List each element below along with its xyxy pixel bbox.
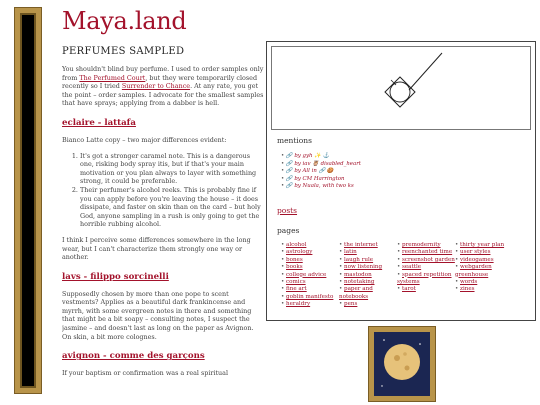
page-link[interactable]: • fine art [281, 286, 339, 293]
page-link[interactable]: • webgarden greenhouse [455, 264, 513, 279]
mention-item[interactable]: • 🔗 by iav 🦉 disabled_heart [281, 161, 361, 169]
mention-item[interactable]: • 🔗 by All in 🔗 🍪 [281, 168, 361, 176]
page-link[interactable]: • tarot [397, 286, 455, 293]
sidebar-box [266, 41, 536, 321]
hanging-lamp-icon [272, 47, 530, 129]
page-link[interactable]: • latin [339, 249, 397, 256]
page-link[interactable]: • notetaking [339, 279, 397, 286]
page-link[interactable]: • screenshot garden [397, 257, 455, 264]
section-heading-eclaire[interactable]: eclaire - lattafa [62, 117, 136, 128]
pages-column-1 [281, 242, 339, 309]
page-link[interactable]: • reenchanted time [397, 249, 455, 256]
mention-item[interactable]: • 🔗 by Nuala, with two ks [281, 183, 361, 191]
page-link[interactable]: • books [281, 264, 339, 271]
page-link[interactable]: • heraldry [281, 301, 339, 308]
mentions-list [281, 153, 361, 191]
page-link[interactable]: • zines [455, 286, 513, 293]
page-link[interactable]: • premodernity [397, 242, 455, 249]
page-link[interactable]: • the internet [339, 242, 397, 249]
site-title[interactable]: Maya.land [62, 7, 187, 35]
page-title: PERFUMES SAMPLED [62, 46, 185, 57]
lavs-body: Supposedly chosen by more than one pope to scent vestments? Applies as a beautiful dark frankincense and myrrh, with some evergreen notes in there and something that might be a bit soapy – consulting notes, I suspect the jasmine – and doesn't last as long on the paper as Avignon. On skin, a bit more colognes. [62, 289, 254, 341]
moon-icon [374, 332, 430, 396]
pages-grid [281, 242, 513, 309]
page-link[interactable]: • mastodon [339, 272, 397, 279]
pages-column-2 [339, 242, 397, 309]
list-item: 1. It's got a stronger caramel note. This is a dangerous one, risking body spray itis, but if that's your main motivation or you plan always to layer with something strong, it could be preferable. [80, 152, 264, 186]
eclaire-lead: Bianco Latte copy – two major differences evident: [62, 135, 227, 144]
page-link[interactable]: • goblin manifesto [281, 294, 339, 301]
page-link[interactable]: • seattle [397, 264, 455, 271]
page-link[interactable]: • astrology [281, 249, 339, 256]
lamp-illustration [271, 46, 531, 130]
moon-painting [369, 327, 435, 401]
page-link[interactable]: • thirty year plan [455, 242, 513, 249]
perfumed-court-link[interactable]: The Perfumed Court [79, 73, 146, 82]
mention-item[interactable]: • 🔗 by gyh ✨ ⚓ [281, 153, 361, 161]
intro-paragraph: You shouldn't blind buy perfume. I used to order samples only from The Perfumed Court, but they were temporarily closed recently so I tried Surrender to Chance. At any rate, you get the point – order samples. I advocate for the smallest samples that have sprays; applying from a dabber is hell. [62, 65, 264, 108]
page-link[interactable]: • spaced repetition systems [397, 272, 455, 287]
black-gilt-frame [15, 8, 41, 393]
pages-column-4 [455, 242, 513, 309]
pages-column-3 [397, 242, 455, 309]
page-link[interactable]: • college advice [281, 272, 339, 279]
page-link[interactable]: • bones [281, 257, 339, 264]
mentions-heading: mentions [277, 136, 312, 145]
eclaire-after: I think I perceive some differences somewhere in the long wear, but I can't characterize them strongly one way or another. [62, 235, 251, 262]
page-link[interactable]: • words [455, 279, 513, 286]
page-link[interactable]: • pens [339, 301, 397, 308]
page-link[interactable]: • user styles [455, 249, 513, 256]
pages-heading: pages [277, 226, 300, 235]
page-link[interactable]: • laugh rule [339, 257, 397, 264]
page-link[interactable]: • now listening [339, 264, 397, 271]
page-link[interactable]: • paper and notebooks [339, 286, 397, 301]
avignon-body: If your baptism or confirmation was a real spiritual [62, 369, 229, 378]
list-item: 2. Their perfumer's alcohol reeks. This is probably fine if you can apply before you're leaving the house – it does dissipate, and faster on skin than on the card – but holy God, anyone sampling in a rush is only going to get the horrible rubbing alcohol. [80, 186, 264, 229]
mention-item[interactable]: • 🔗 by CM Harrington [281, 176, 361, 184]
eclaire-differences-list [62, 152, 264, 229]
surrender-to-chance-link[interactable]: Surrender to Chance [121, 82, 191, 91]
main-content [62, 6, 264, 405]
section-heading-avignon[interactable]: avignon - comme des garçons [62, 351, 205, 362]
posts-link[interactable]: posts [277, 206, 298, 215]
page-link[interactable]: • comics [281, 279, 339, 286]
page-link[interactable]: • alcohol [281, 242, 339, 249]
section-heading-lavs[interactable]: lavs - filippo sorcinelli [62, 271, 169, 282]
page-link[interactable]: • videogames [455, 257, 513, 264]
